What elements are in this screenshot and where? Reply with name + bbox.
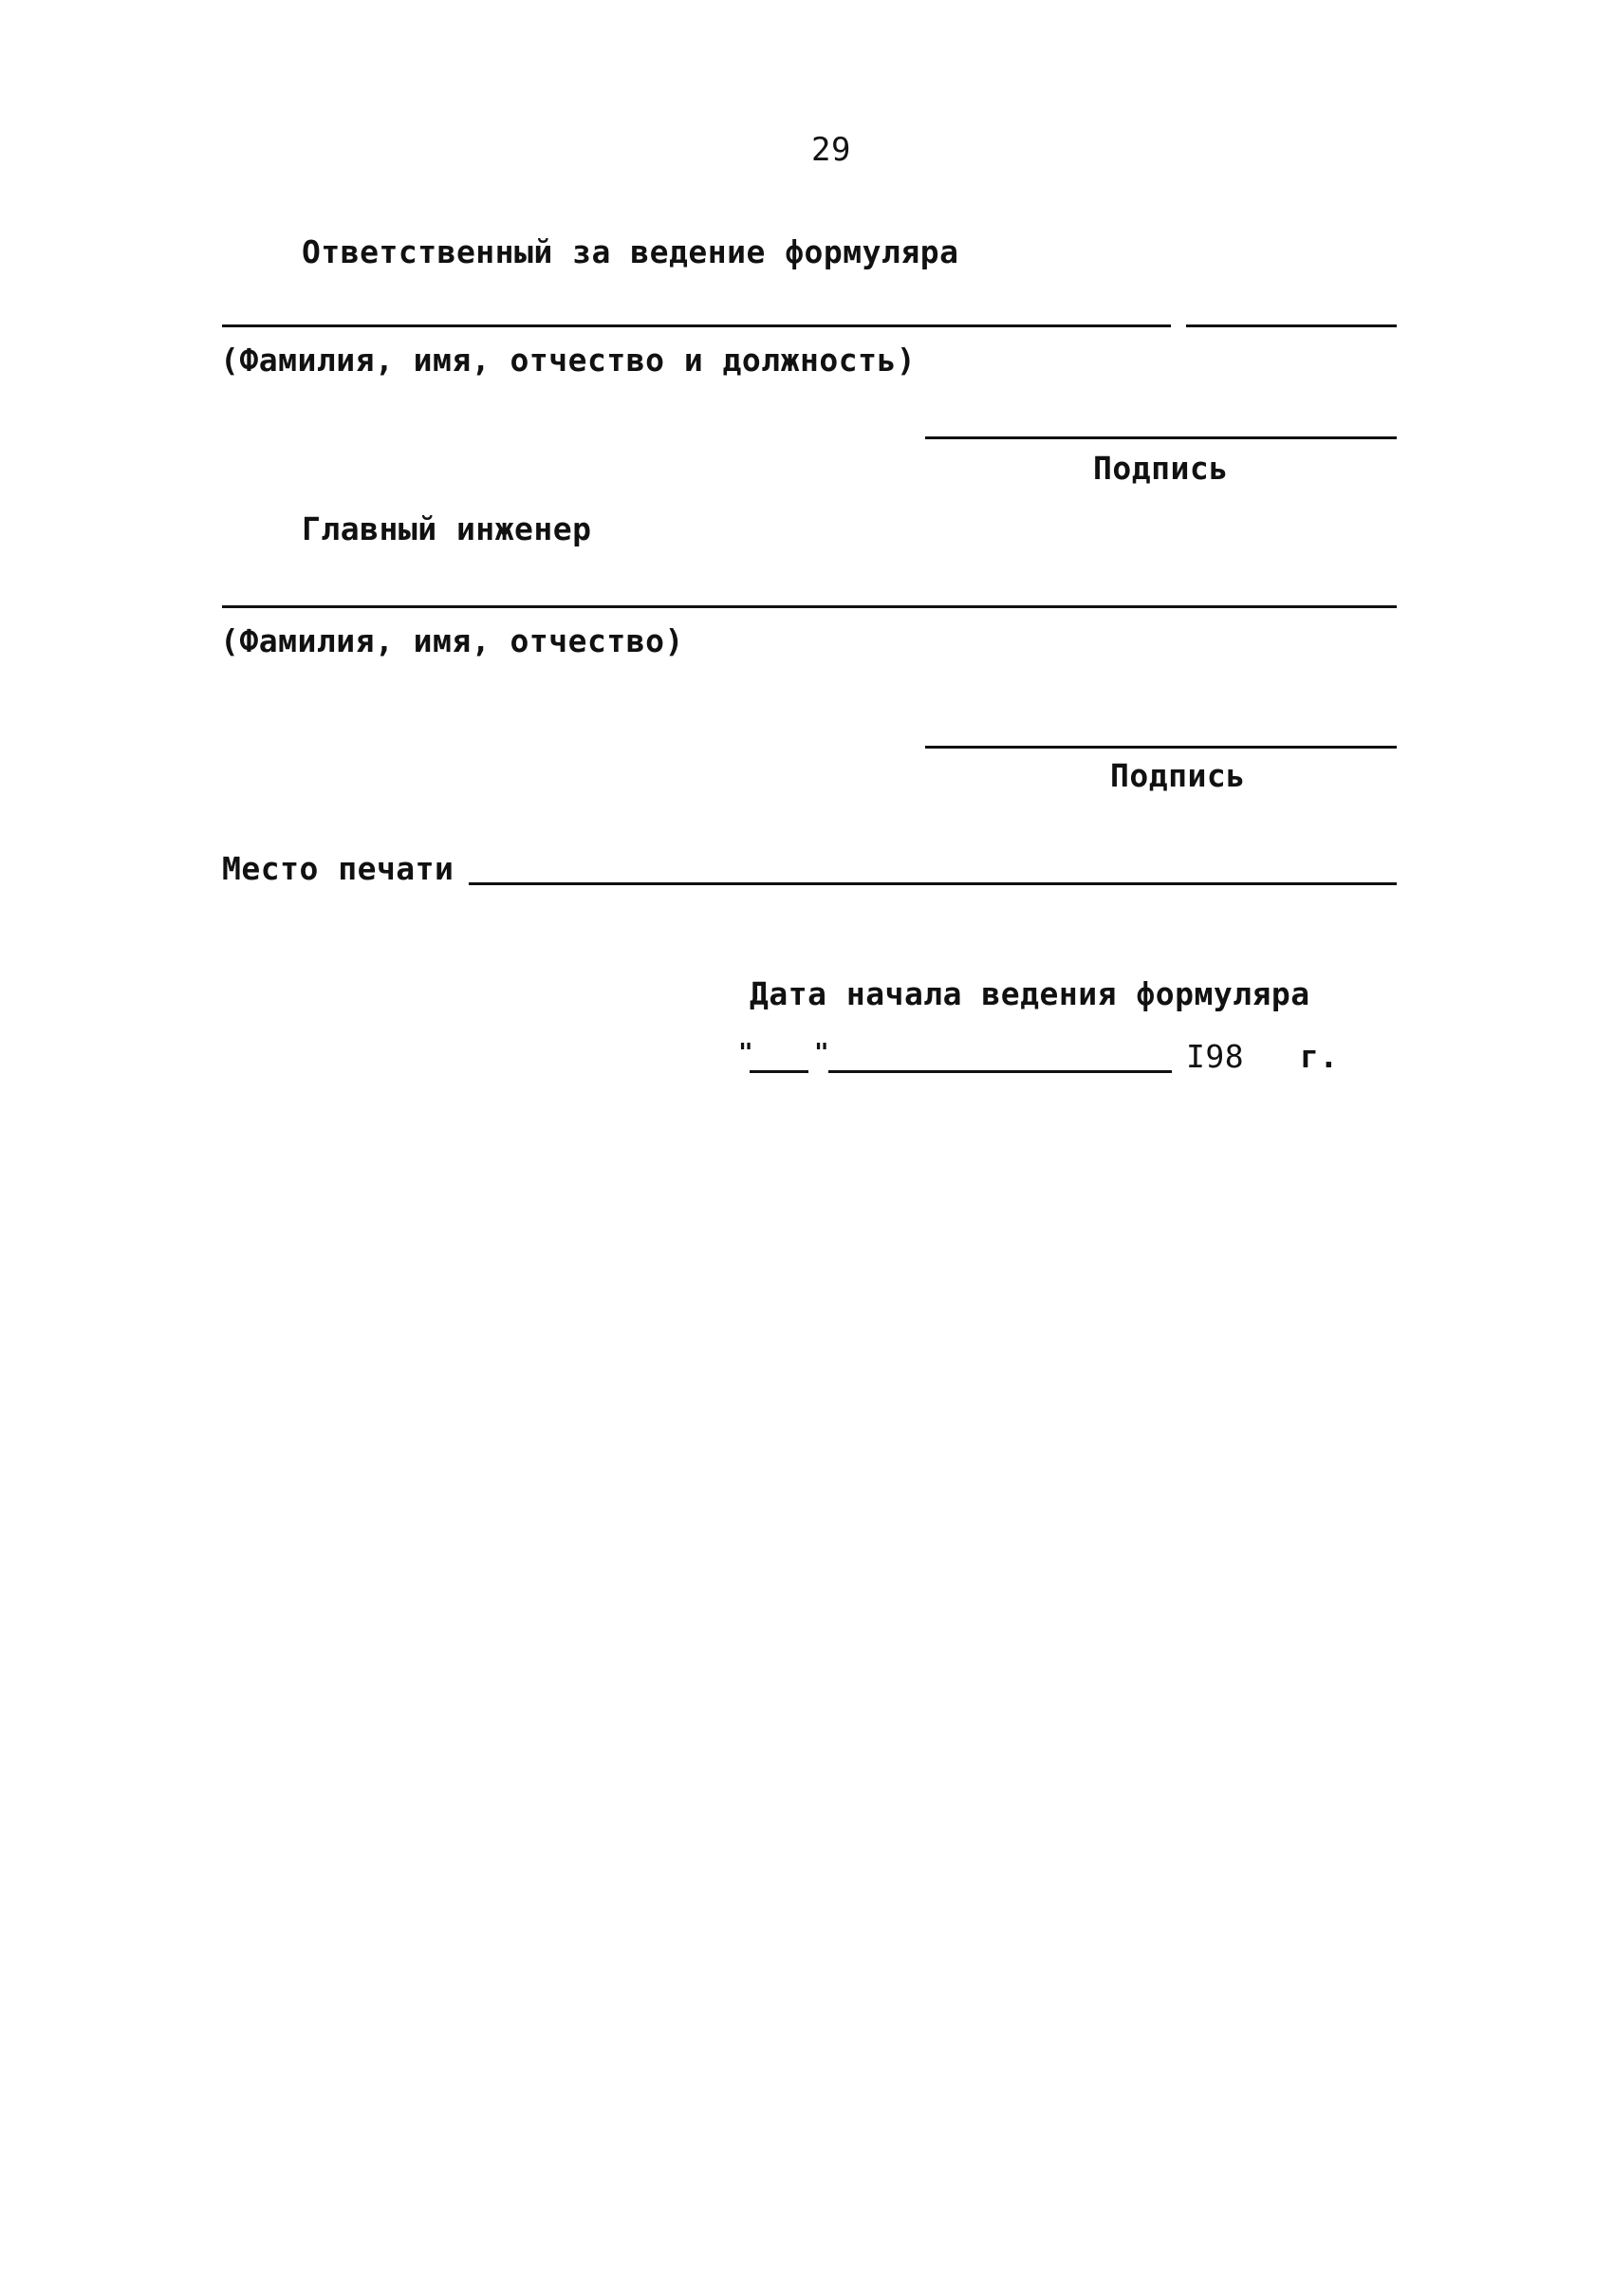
date-day-field[interactable] xyxy=(750,1070,808,1073)
page-number: 29 xyxy=(811,131,851,169)
responsible-name-caption: (Фамилия, имя, отчество и должность) xyxy=(220,342,917,379)
chief-engineer-name-caption: (Фамилия, имя, отчество) xyxy=(220,622,684,659)
chief-engineer-signature-field[interactable] xyxy=(925,746,1397,749)
responsible-signature-field[interactable] xyxy=(925,436,1397,439)
chief-engineer-label: Главный инженер xyxy=(302,510,592,547)
date-day-quote-close: " xyxy=(814,1039,830,1067)
date-year-suffix: г. xyxy=(1300,1038,1339,1075)
date-day-quote-open: " xyxy=(738,1039,754,1067)
responsible-position-field[interactable] xyxy=(1186,324,1397,327)
seal-place-label: Место печати xyxy=(222,850,455,887)
responsible-name-field[interactable] xyxy=(222,324,1171,327)
chief-engineer-name-field[interactable] xyxy=(222,605,1397,608)
responsible-person-label: Ответственный за ведение формуляра xyxy=(302,233,959,270)
responsible-signature-label: Подпись xyxy=(1093,450,1229,487)
date-month-field[interactable] xyxy=(828,1070,1172,1073)
seal-place-field[interactable] xyxy=(469,882,1397,885)
date-year-prefix: I98 xyxy=(1186,1038,1245,1075)
chief-engineer-signature-label: Подпись xyxy=(1110,757,1246,794)
start-date-label: Дата начала ведения формуляра xyxy=(750,975,1310,1012)
